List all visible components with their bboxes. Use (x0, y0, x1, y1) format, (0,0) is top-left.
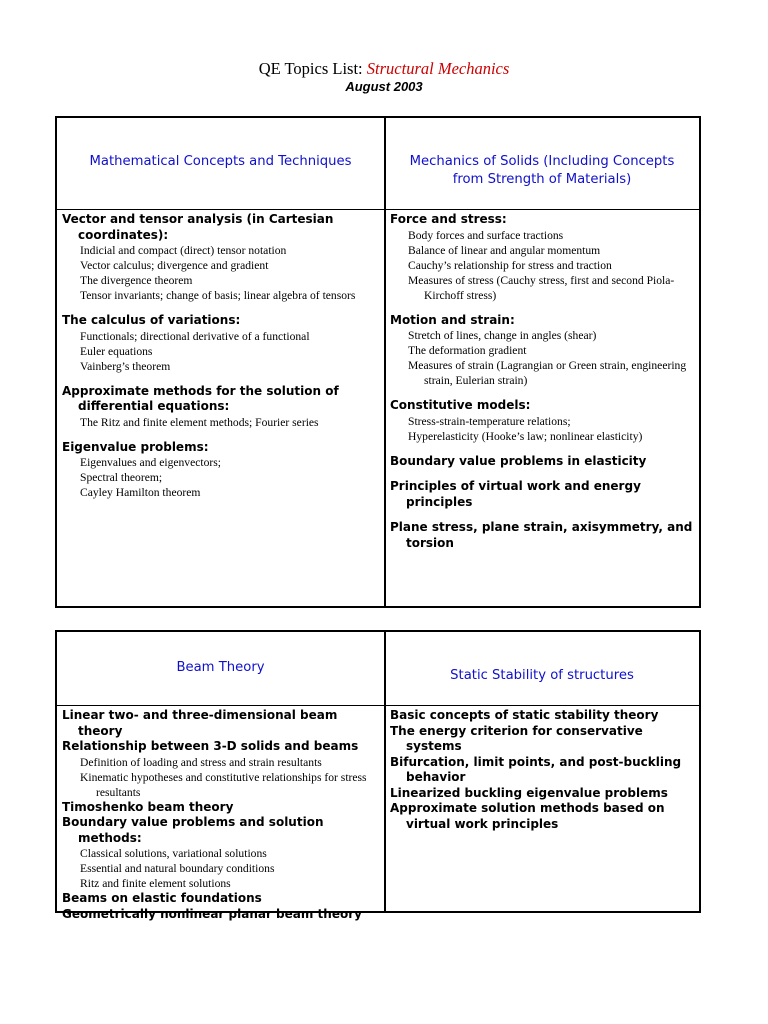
column-solids-content (390, 212, 696, 551)
topic-item: Functionals; directional derivative of a functional (80, 329, 310, 343)
topic-section (62, 739, 380, 800)
topic-item: Indicial and compact (direct) tensor notation (80, 244, 287, 257)
topic-section (390, 786, 696, 802)
topic-section (62, 440, 380, 501)
topic-section (390, 708, 696, 724)
topic-section (390, 454, 696, 470)
topic-heading: Constitutive models: (390, 398, 531, 412)
topic-heading: The energy criterion for conservative systems (390, 723, 643, 753)
topic-section (62, 891, 380, 907)
column-divider (384, 118, 386, 606)
topic-section (390, 313, 696, 389)
topic-section (62, 212, 380, 303)
topic-item: Body forces and surface tractions (408, 228, 564, 242)
topic-section (62, 800, 380, 816)
topic-item: Stretch of lines, change in angles (shear) (408, 329, 597, 342)
topic-heading: Boundary value problems and solution methods: (62, 815, 324, 845)
column-heading-beam: Beam Theory (176, 660, 265, 675)
topic-section (62, 313, 380, 374)
topic-heading: Approximate methods for the solution of differential equations: (62, 383, 339, 413)
topic-heading: Geometrically nonlinear planar beam theory (62, 906, 362, 921)
topic-item: Tensor invariants; change of basis; linear algebra of tensors (80, 289, 356, 302)
topic-section (390, 801, 696, 832)
topic-item: Cauchy’s relationship for stress and traction (408, 258, 612, 272)
topic-heading: Motion and strain: (390, 312, 515, 327)
topic-section (390, 755, 696, 786)
topic-section (62, 384, 380, 430)
topic-item: The Ritz and finite element methods; Fourier series (80, 415, 319, 429)
topic-heading: Plane stress, plane strain, axisymmetry, and torsion (390, 520, 693, 550)
topic-heading: Bifurcation, limit points, and post-buckling behavior (390, 754, 682, 784)
topic-section (62, 815, 380, 891)
topic-section (390, 520, 696, 551)
topic-section (62, 907, 380, 923)
page-date: August 2003 (345, 79, 423, 94)
column-beam-content (62, 708, 380, 922)
topic-heading: Timoshenko beam theory (62, 799, 234, 814)
topic-heading: Basic concepts of static stability theory (390, 708, 659, 722)
topic-heading: Force and stress: (390, 212, 507, 226)
title-prefix: QE Topics List: (258, 59, 367, 78)
topic-item: Vainberg’s theorem (80, 359, 171, 373)
topic-item: The divergence theorem (80, 274, 193, 287)
topics-table-2 (55, 630, 701, 921)
topic-heading: Relationship between 3-D solids and beams (62, 739, 359, 753)
topic-item: Essential and natural boundary conditions (80, 862, 275, 875)
topic-heading: Approximate solution methods based on virtual work principles (390, 801, 665, 831)
topic-heading: The calculus of variations: (62, 313, 241, 327)
topic-heading: Linear two- and three-dimensional beam theory (62, 708, 338, 738)
column-math-content (62, 212, 380, 500)
topic-item: Spectral theorem; (80, 471, 163, 484)
column-stability-content (390, 708, 696, 832)
topic-item: Eigenvalues and eigenvectors; (80, 456, 222, 469)
topics-table-1 (55, 116, 701, 608)
topic-heading: Beams on elastic foundations (62, 891, 262, 905)
topic-heading: Principles of virtual work and energy principles (390, 479, 641, 509)
topic-item: Hyperelasticity (Hooke’s law; nonlinear elasticity) (408, 429, 643, 443)
topic-item: Cayley Hamilton theorem (80, 486, 201, 499)
topic-section (390, 212, 696, 303)
column-divider (384, 632, 386, 911)
column-heading-math: Mathematical Concepts and Techniques (89, 154, 352, 169)
topic-item: The deformation gradient (408, 344, 527, 357)
topic-item: Kinematic hypotheses and constitutive relationships for stress resultants (80, 770, 367, 799)
topic-item: Classical solutions, variational solutions (80, 847, 267, 860)
topic-item: Balance of linear and angular momentum (408, 243, 601, 257)
title-accent: Structural Mechanics (366, 59, 510, 78)
topic-item: Ritz and finite element solutions (80, 877, 231, 890)
header-divider (57, 705, 699, 706)
topic-item: Measures of strain (Lagrangian or Green strain, engineering strain, Eulerian strain) (408, 359, 687, 387)
topic-heading: Linearized buckling eigenvalue problems (390, 785, 668, 800)
header-divider (57, 209, 699, 210)
topic-item: Euler equations (80, 344, 153, 358)
topic-item: Definition of loading and stress and strain resultants (80, 755, 322, 769)
topic-section (390, 479, 696, 510)
topic-item: Stress-strain-temperature relations; (408, 414, 571, 428)
topic-item: Vector calculus; divergence and gradient (80, 259, 269, 272)
topic-section (390, 398, 696, 444)
column-heading-solids: Mechanics of Solids (Including Concepts from Strength of Materials) (409, 154, 675, 187)
topic-section (62, 708, 380, 739)
column-heading-stability: Static Stability of structures (450, 668, 634, 683)
topic-section (390, 724, 696, 755)
topic-heading: Eigenvalue problems: (62, 439, 209, 454)
topic-heading: Boundary value problems in elasticity (390, 453, 647, 468)
topic-heading: Vector and tensor analysis (in Cartesian coordinates): (62, 212, 334, 242)
topic-item: Measures of stress (Cauchy stress, first and second Piola-Kirchoff stress) (408, 273, 675, 302)
page-title (0, 59, 768, 79)
